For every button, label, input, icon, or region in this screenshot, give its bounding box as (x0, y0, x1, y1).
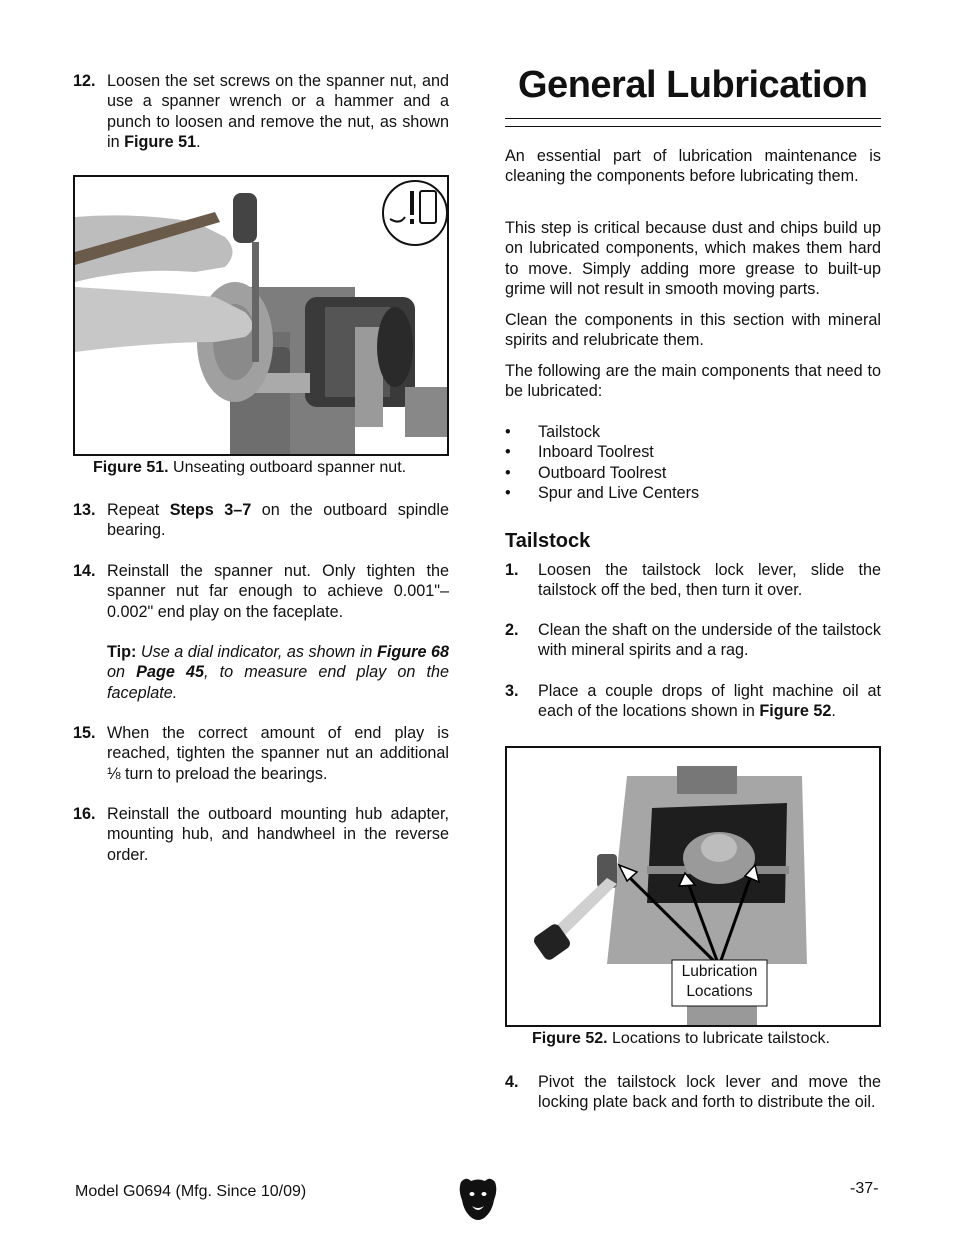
tip-note: Tip: Use a dial indicator, as shown in Figure 68 on Page 45, to measure end play on the faceplate. (107, 643, 449, 702)
page-reference: Page 45 (136, 663, 204, 682)
title-rule-top (505, 118, 881, 119)
list-item: • Tailstock (505, 423, 601, 441)
footer-page-number: -37- (850, 1180, 879, 1197)
figure-reference: Figure 51 (124, 133, 197, 152)
step-4 (505, 1072, 881, 1113)
list-item: • Outboard Toolrest (505, 463, 667, 482)
step-2 (505, 620, 881, 661)
list-item: • Inboard Toolrest (505, 443, 654, 462)
step-text: Reinstall the outboard mounting hub adapter, mounting hub, and handwheel in the reverse order. (107, 805, 449, 864)
lathe-spanner-photo (75, 177, 447, 454)
step-1 (505, 560, 881, 601)
figure-51-photo (73, 175, 449, 456)
step-16 (73, 804, 449, 865)
step-text: Pivot the tailstock lock lever and move the locking plate back and forth to distribute the oil. (538, 1073, 881, 1112)
section-title: General Lubrication (518, 64, 868, 106)
tip-label: Tip: (107, 643, 137, 661)
step-text: Place a couple drops of light machine oil at each of the locations shown in Figure 52. (538, 682, 881, 721)
step-number: 15. (73, 724, 96, 742)
disconnect-power-icon (383, 181, 447, 245)
step-number: 14. (73, 562, 96, 580)
grizzly-bear-logo-icon (458, 1176, 498, 1227)
figure-52-caption: Figure 52. Locations to lubricate tailstock. (532, 1030, 830, 1047)
step-text: Clean the shaft on the underside of the tailstock with mineral spirits and a rag. (538, 621, 881, 660)
figure-51-caption: Figure 51. Unseating outboard spanner nut. (93, 459, 407, 476)
intro-paragraph-4: The following are the main components that need to be lubricated: (505, 362, 881, 401)
step-number: 3. (505, 682, 519, 700)
step-text: Loosen the tailstock lock lever, slide the tailstock off the bed, then turn it over. (538, 561, 881, 600)
footer-model: Model G0694 (Mfg. Since 10/09) (75, 1183, 307, 1200)
step-text: Reinstall the spanner nut. Only tighten the spanner nut far enough to achieve 0.001"–0.002" end play on the faceplate. (107, 562, 449, 621)
title-rule-bottom (505, 126, 881, 127)
step-text: Repeat Steps 3–7 on the outboard spindle bearing. (107, 501, 449, 540)
step-number: 2. (505, 621, 519, 639)
steps-reference: Steps 3–7 (169, 501, 252, 519)
list-item: • Spur and Live Centers (505, 484, 700, 503)
step-3 (505, 681, 881, 722)
intro-paragraph-2: This step is critical because dust and chips build up on lubricated components, which makes them hard to move. Simply adding more grease to built-up grime will not result in smooth moving parts. (505, 219, 881, 299)
step-13 (73, 500, 449, 541)
step-14 (73, 561, 449, 622)
step-number: 13. (73, 501, 96, 519)
step-number: 16. (73, 805, 96, 823)
step-number: 1. (505, 561, 519, 579)
components-list (505, 422, 699, 504)
step-text: Loosen the set screws on the spanner nut, and use a spanner wrench or a hammer and a punch to loosen and remove the nut, as shown in Figure 51. (107, 72, 449, 152)
lubrication-locations-label: Lubrication Locations (681, 963, 758, 1000)
step-15 (73, 723, 449, 784)
intro-paragraph-1: An essential part of lubrication maintenance is cleaning the components before lubricating them. (505, 147, 881, 186)
tailstock-heading: Tailstock (505, 530, 591, 552)
figure-reference: Figure 52 (759, 702, 832, 721)
step-number: 12. (73, 72, 96, 90)
step-number: 4. (505, 1073, 519, 1091)
intro-paragraph-3: Clean the components in this section with mineral spirits and relubricate them. (505, 311, 881, 350)
step-12 (73, 71, 449, 153)
figure-reference: Figure 68 (376, 643, 449, 661)
step-text: When the correct amount of end play is reached, tighten the spanner nut an additional ⅛ turn to preload the bearings. (107, 724, 449, 783)
figure-52-photo (505, 746, 881, 1027)
